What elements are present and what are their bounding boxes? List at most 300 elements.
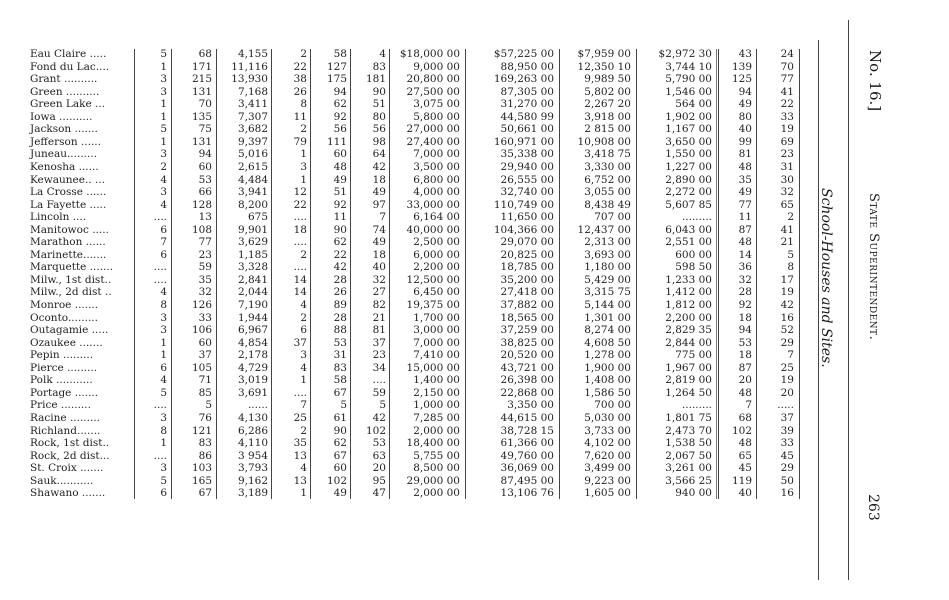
col-sites-value-cell: 2,313 00 [584, 236, 631, 249]
col-seats-cell: 8,200 [237, 198, 268, 211]
col-districts-cell: .... [153, 449, 167, 462]
col-apparatus-cell: 1,227 00 [665, 160, 712, 173]
col-good-cell: 49 [333, 487, 347, 500]
col-maps-cell: 48 [738, 236, 752, 249]
col-sites-cell: 34 [372, 361, 386, 374]
county-cell: Sauk........... [30, 474, 94, 487]
col-sites-cell: 18 [372, 248, 386, 261]
col-good-cell: 88 [333, 324, 347, 337]
col-log-cell: 12 [293, 186, 307, 199]
col-maps-cell: 65 [738, 449, 752, 462]
col-total-value-cell: 18,565 00 [500, 311, 554, 324]
col-districts-cell: 6 [160, 223, 167, 236]
col-globes-cell: 39 [780, 424, 794, 437]
col-seats-cell: 3 954 [237, 449, 268, 462]
col-sites-value-cell: 3,330 00 [584, 160, 631, 173]
col-seats-cell: 9,901 [237, 223, 268, 236]
col-maps-cell: 40 [738, 487, 752, 500]
county-cell: Iowa .......... [30, 110, 93, 123]
col-log-cell: 14 [293, 273, 307, 286]
col-log-cell: 3 [300, 349, 307, 362]
col-sites-value-cell: 3,315 75 [584, 286, 631, 299]
col-sites-cell: 5 [379, 399, 386, 412]
col-maps-cell: 49 [738, 98, 752, 111]
col-sites-value-cell: 700 00 [594, 399, 631, 412]
col-globes-cell: 50 [780, 474, 794, 487]
col-sites-value-cell: 1,900 00 [584, 361, 631, 374]
col-total-value-cell: 110,749 00 [493, 198, 554, 211]
col-total-value-cell: 37,259 00 [500, 324, 554, 337]
col-highest-value-cell: 5,755 00 [413, 449, 460, 462]
col-houses-cell: 71 [198, 374, 212, 387]
col-sites-value-cell: 2,267 20 [584, 98, 631, 111]
col-highest-value-cell: 40,000 00 [406, 223, 460, 236]
col-good-cell: 92 [333, 110, 347, 123]
col-seats-cell: 4,155 [237, 48, 268, 60]
col-total-value-cell: 36,069 00 [500, 462, 554, 475]
col-highest-value-cell: 2,150 00 [413, 386, 460, 399]
col-globes-cell: 33 [780, 110, 794, 123]
col-highest-value-cell: 1,000 00 [413, 399, 460, 412]
col-sites-cell: 37 [372, 336, 386, 349]
col-houses-cell: 77 [198, 236, 212, 249]
col-log-cell: 7 [300, 399, 307, 412]
county-cell: Price ......... [30, 399, 91, 412]
col-districts-cell: 3 [160, 324, 167, 337]
col-sites-value-cell: 4,608 50 [584, 336, 631, 349]
col-maps-cell: 119 [731, 474, 752, 487]
col-houses-cell: 67 [198, 487, 212, 500]
county-cell: Fond du Lac.... [30, 60, 110, 73]
col-sites-cell: 90 [372, 85, 386, 98]
column-rule [350, 49, 351, 499]
col-maps-cell: 18 [738, 349, 752, 362]
col-houses-cell: 131 [191, 135, 212, 148]
county-cell: Green .......... [30, 85, 100, 98]
col-maps-cell: 20 [738, 374, 752, 387]
margin-rule [848, 20, 849, 580]
col-apparatus-cell: 600 00 [675, 248, 712, 261]
col-seats-cell: 5,016 [237, 148, 268, 161]
col-log-cell: 11 [293, 110, 307, 123]
col-districts-cell: .... [153, 273, 167, 286]
col-log-cell: 2 [300, 48, 307, 60]
col-seats-cell: 7,168 [237, 85, 268, 98]
col-good-cell: 92 [333, 198, 347, 211]
col-houses-cell: 75 [198, 123, 212, 136]
col-globes-cell: 19 [780, 123, 794, 136]
col-maps-cell: 81 [738, 148, 752, 161]
col-houses-cell: 121 [191, 424, 212, 437]
col-apparatus-cell: 940 00 [675, 487, 712, 500]
col-apparatus-cell: 2,067 50 [665, 449, 712, 462]
col-log-cell: 13 [293, 449, 307, 462]
col-apparatus-cell: 2,551 00 [665, 236, 712, 249]
col-districts-cell: 3 [160, 73, 167, 86]
column-rule [271, 49, 272, 499]
col-globes-cell: 29 [780, 336, 794, 349]
col-sites-cell: 23 [372, 349, 386, 362]
col-highest-value-cell: 2,500 00 [413, 236, 460, 249]
col-total-value-cell: $57,225 00 [493, 48, 554, 60]
col-districts-cell: 3 [160, 462, 167, 475]
col-houses-cell: 68 [198, 48, 212, 60]
col-log-cell: 6 [300, 324, 307, 337]
col-houses-cell: 76 [198, 411, 212, 424]
col-highest-value-cell: 20,800 00 [406, 73, 460, 86]
col-total-value-cell: 88,950 00 [500, 60, 554, 73]
col-seats-cell: 4,854 [237, 336, 268, 349]
col-globes-cell: 32 [780, 186, 794, 199]
col-districts-cell: 5 [160, 48, 167, 60]
col-sites-value-cell: 1,408 00 [584, 374, 631, 387]
col-districts-cell: 5 [160, 386, 167, 399]
col-maps-cell: 87 [738, 223, 752, 236]
county-cell: Juneau......... [30, 148, 98, 161]
col-good-cell: 175 [326, 73, 347, 86]
col-houses-cell: 5 [205, 399, 212, 412]
col-seats-cell: 6,286 [237, 424, 268, 437]
col-maps-cell: 36 [738, 261, 752, 274]
col-globes-cell: 24 [780, 48, 794, 60]
col-good-cell: 62 [333, 98, 347, 111]
col-log-cell: 18 [293, 223, 307, 236]
col-districts-cell: 8 [160, 424, 167, 437]
col-districts-cell: 3 [160, 186, 167, 199]
col-apparatus-cell: 5,790 00 [665, 73, 712, 86]
col-maps-cell: 32 [738, 273, 752, 286]
col-houses-cell: 53 [198, 173, 212, 186]
col-total-value-cell: 38,825 00 [500, 336, 554, 349]
table-row [0, 486, 949, 501]
county-cell: Kenosha ...... [30, 160, 99, 173]
col-sites-cell: 51 [372, 98, 386, 111]
col-globes-cell: ..... [777, 399, 794, 412]
col-highest-value-cell: 7,410 00 [413, 349, 460, 362]
col-highest-value-cell: 12,500 00 [406, 273, 460, 286]
column-rule [171, 49, 172, 499]
col-seats-cell: 3,941 [237, 186, 268, 199]
col-sites-value-cell: 8,438 49 [584, 198, 631, 211]
col-total-value-cell: 3,350 00 [507, 399, 554, 412]
col-total-value-cell: 26,555 00 [500, 173, 554, 186]
col-districts-cell: 6 [160, 487, 167, 500]
col-seats-cell: 4,729 [237, 361, 268, 374]
col-good-cell: 61 [333, 411, 347, 424]
col-good-cell: 58 [333, 374, 347, 387]
col-highest-value-cell: 27,400 00 [406, 135, 460, 148]
col-seats-cell: 4,130 [237, 411, 268, 424]
col-highest-value-cell: 7,000 00 [413, 148, 460, 161]
col-districts-cell: 1 [160, 98, 167, 111]
col-apparatus-cell: 1,412 00 [665, 286, 712, 299]
county-cell: Kewaunee.. ... [30, 173, 106, 186]
col-total-value-cell: 160,971 00 [493, 135, 554, 148]
col-globes-cell: 33 [780, 437, 794, 450]
col-highest-value-cell: 1,700 00 [413, 311, 460, 324]
col-globes-cell: 8 [787, 261, 794, 274]
col-sites-value-cell: 10,908 00 [577, 135, 631, 148]
col-houses-cell: 215 [191, 73, 212, 86]
col-sites-value-cell: 707 00 [594, 211, 631, 224]
col-districts-cell: 1 [160, 135, 167, 148]
col-sites-cell: .... [372, 374, 386, 387]
col-seats-cell: 3,629 [237, 236, 268, 249]
col-seats-cell: 3,682 [237, 123, 268, 136]
col-total-value-cell: 35,200 00 [500, 273, 554, 286]
col-sites-value-cell: 3,693 00 [584, 248, 631, 261]
col-total-value-cell: 27,418 00 [500, 286, 554, 299]
col-sites-value-cell: 9,989 50 [584, 73, 631, 86]
col-apparatus-cell: 775 00 [675, 349, 712, 362]
col-sites-value-cell: 3,733 00 [584, 424, 631, 437]
col-sites-cell: 42 [372, 411, 386, 424]
col-houses-cell: 33 [198, 311, 212, 324]
col-seats-cell: 11,116 [231, 60, 268, 73]
col-good-cell: 11 [333, 211, 347, 224]
col-sites-cell: 49 [372, 236, 386, 249]
col-globes-cell: 16 [780, 311, 794, 324]
col-districts-cell: 1 [160, 349, 167, 362]
col-districts-cell: 5 [160, 474, 167, 487]
col-maps-cell: 48 [738, 437, 752, 450]
col-houses-cell: 94 [198, 148, 212, 161]
col-good-cell: 90 [333, 223, 347, 236]
col-maps-cell: 99 [738, 135, 752, 148]
col-good-cell: 89 [333, 299, 347, 311]
col-seats-cell: 3,691 [237, 386, 268, 399]
col-highest-value-cell: 6,800 00 [413, 173, 460, 186]
col-log-cell: 2 [300, 248, 307, 261]
col-log-cell: 1 [300, 173, 307, 186]
county-cell: Pepin ......... [30, 349, 94, 362]
col-apparatus-cell: ......... [681, 399, 712, 412]
col-log-cell: 14 [293, 286, 307, 299]
col-total-value-cell: 87,495 00 [500, 474, 554, 487]
col-good-cell: 60 [333, 148, 347, 161]
col-apparatus-cell: 1,538 50 [665, 437, 712, 450]
col-apparatus-cell: 1,546 00 [665, 85, 712, 98]
county-cell: Milw., 1st dist.. [30, 273, 112, 286]
col-good-cell: 62 [333, 437, 347, 450]
running-head-title: State Superintendent. [866, 193, 881, 341]
col-districts-cell: 8 [160, 299, 167, 311]
col-good-cell: 53 [333, 336, 347, 349]
col-good-cell: 90 [333, 424, 347, 437]
col-total-value-cell: 61,366 00 [500, 437, 554, 450]
col-globes-cell: 7 [787, 349, 794, 362]
county-cell: St. Croix ....... [30, 462, 104, 475]
col-log-cell: 2 [300, 424, 307, 437]
col-sites-cell: 56 [372, 123, 386, 136]
col-houses-cell: 126 [191, 299, 212, 311]
col-maps-cell: 11 [738, 211, 752, 224]
county-cell: La Crosse ...... [30, 186, 107, 199]
col-globes-cell: 69 [780, 135, 794, 148]
col-total-value-cell: 37,882 00 [500, 299, 554, 311]
col-maps-cell: 80 [738, 110, 752, 123]
col-log-cell: 22 [293, 60, 307, 73]
col-districts-cell: .... [153, 399, 167, 412]
col-sites-cell: 74 [372, 223, 386, 236]
col-sites-value-cell: 5,802 00 [584, 85, 631, 98]
col-apparatus-cell: 2,272 00 [665, 186, 712, 199]
col-seats-cell: 3,793 [237, 462, 268, 475]
col-sites-cell: 53 [372, 437, 386, 450]
column-rule [559, 49, 560, 499]
col-sites-value-cell: 1,605 00 [584, 487, 631, 500]
col-log-cell: 25 [293, 411, 307, 424]
col-seats-cell: 6,967 [237, 324, 268, 337]
col-total-value-cell: 29,940 00 [500, 160, 554, 173]
county-cell: Rock, 2d dist... [30, 449, 110, 462]
col-districts-cell: 4 [160, 286, 167, 299]
col-districts-cell: 4 [160, 374, 167, 387]
col-seats-cell: 1,944 [237, 311, 268, 324]
col-sites-value-cell: 1,301 00 [584, 311, 631, 324]
col-globes-cell: 65 [780, 198, 794, 211]
col-districts-cell: .... [153, 261, 167, 274]
col-apparatus-cell: 3,650 00 [665, 135, 712, 148]
col-log-cell: .... [293, 236, 307, 249]
col-total-value-cell: 31,270 00 [500, 98, 554, 111]
col-sites-value-cell: 1,586 50 [584, 386, 631, 399]
col-highest-value-cell: 8,500 00 [413, 462, 460, 475]
col-highest-value-cell: 6,000 00 [413, 248, 460, 261]
col-globes-cell: 20 [780, 386, 794, 399]
col-highest-value-cell: 5,800 00 [413, 110, 460, 123]
col-globes-cell: 41 [780, 85, 794, 98]
col-seats-cell: ...... [247, 399, 268, 412]
col-apparatus-cell: 2,819 00 [665, 374, 712, 387]
col-seats-cell: 9,397 [237, 135, 268, 148]
col-total-value-cell: 44,615 00 [500, 411, 554, 424]
col-maps-cell: 35 [738, 173, 752, 186]
col-maps-cell: 94 [738, 324, 752, 337]
county-cell: Pierce ......... [30, 361, 98, 374]
col-apparatus-cell: 6,043 00 [665, 223, 712, 236]
col-maps-cell: 77 [738, 198, 752, 211]
col-districts-cell: 2 [160, 160, 167, 173]
col-sites-value-cell: 4,102 00 [584, 437, 631, 450]
col-globes-cell: 41 [780, 223, 794, 236]
col-sites-cell: 81 [372, 324, 386, 337]
col-seats-cell: 4,484 [237, 173, 268, 186]
col-sites-value-cell: $7,959 00 [577, 48, 631, 60]
county-cell: Shawano ....... [30, 487, 106, 500]
col-globes-cell: 19 [780, 286, 794, 299]
column-rule [389, 49, 390, 499]
county-cell: Portage ....... [30, 386, 99, 399]
col-highest-value-cell: 6,450 00 [413, 286, 460, 299]
county-cell: Manitowoc ..... [30, 223, 109, 236]
col-sites-cell: 42 [372, 160, 386, 173]
col-maps-cell: 43 [738, 48, 752, 60]
col-highest-value-cell: 2,200 00 [413, 261, 460, 274]
col-sites-value-cell: 9,223 00 [584, 474, 631, 487]
col-seats-cell: 2,841 [237, 273, 268, 286]
col-sites-value-cell: 5,429 00 [584, 273, 631, 286]
col-maps-cell: 28 [738, 286, 752, 299]
col-apparatus-cell: 1,902 00 [665, 110, 712, 123]
col-highest-value-cell: 3,500 00 [413, 160, 460, 173]
col-houses-cell: 128 [191, 198, 212, 211]
col-globes-cell: 45 [780, 449, 794, 462]
col-districts-cell: 5 [160, 123, 167, 136]
col-houses-cell: 106 [191, 324, 212, 337]
col-houses-cell: 83 [198, 437, 212, 450]
county-cell: Marquette ....... [30, 261, 114, 274]
col-maps-cell: 139 [731, 60, 752, 73]
col-seats-cell: 2,044 [237, 286, 268, 299]
col-globes-cell: 70 [780, 60, 794, 73]
col-good-cell: 51 [333, 186, 347, 199]
county-cell: Green Lake ... [30, 98, 106, 111]
col-houses-cell: 108 [191, 223, 212, 236]
col-sites-cell: 47 [372, 487, 386, 500]
col-apparatus-cell: 2,890 00 [665, 173, 712, 186]
col-total-value-cell: 26,398 00 [500, 374, 554, 387]
column-rule [756, 49, 757, 499]
col-apparatus-cell: 1,801 75 [665, 411, 712, 424]
col-houses-cell: 66 [198, 186, 212, 199]
col-good-cell: 56 [333, 123, 347, 136]
col-total-value-cell: 50,661 00 [500, 123, 554, 136]
col-seats-cell: 4,110 [237, 437, 268, 450]
col-sites-cell: 97 [372, 198, 386, 211]
col-log-cell: 4 [300, 361, 307, 374]
county-cell: Richland....... [30, 424, 101, 437]
section-title: School-Houses and Sites. [818, 188, 834, 368]
col-sites-cell: 27 [372, 286, 386, 299]
col-globes-cell: 16 [780, 487, 794, 500]
col-log-cell: 2 [300, 123, 307, 136]
col-good-cell: 67 [333, 386, 347, 399]
col-maps-cell: 94 [738, 85, 752, 98]
col-log-cell: 35 [293, 437, 307, 450]
col-good-cell: 31 [333, 349, 347, 362]
col-sites-cell: 102 [365, 424, 386, 437]
col-total-value-cell: 20,520 00 [500, 349, 554, 362]
column-rule [799, 49, 800, 499]
col-highest-value-cell: 7,285 00 [413, 411, 460, 424]
col-maps-cell: 45 [738, 462, 752, 475]
col-log-cell: 3 [300, 160, 307, 173]
col-apparatus-cell: 3,261 00 [665, 462, 712, 475]
col-districts-cell: 6 [160, 248, 167, 261]
col-districts-cell: 1 [160, 110, 167, 123]
col-good-cell: 62 [333, 236, 347, 249]
col-seats-cell: 7,307 [237, 110, 268, 123]
col-maps-cell: 102 [731, 424, 752, 437]
col-maps-cell: 49 [738, 186, 752, 199]
col-highest-value-cell: 3,000 00 [413, 324, 460, 337]
col-total-value-cell: 22,868 00 [500, 386, 554, 399]
col-seats-cell: 2,178 [237, 349, 268, 362]
col-houses-cell: 59 [198, 261, 212, 274]
col-sites-value-cell: 1,278 00 [584, 349, 631, 362]
col-maps-cell: 48 [738, 160, 752, 173]
col-sites-value-cell: 6,752 00 [584, 173, 631, 186]
column-rule [636, 49, 637, 499]
col-good-cell: 48 [333, 160, 347, 173]
col-globes-cell: 5 [787, 248, 794, 261]
county-cell: Marinette....... [30, 248, 107, 261]
col-districts-cell: 4 [160, 198, 167, 211]
col-houses-cell: 13 [198, 211, 212, 224]
col-globes-cell: 77 [780, 73, 794, 86]
col-sites-value-cell: 12,350 10 [577, 60, 631, 73]
